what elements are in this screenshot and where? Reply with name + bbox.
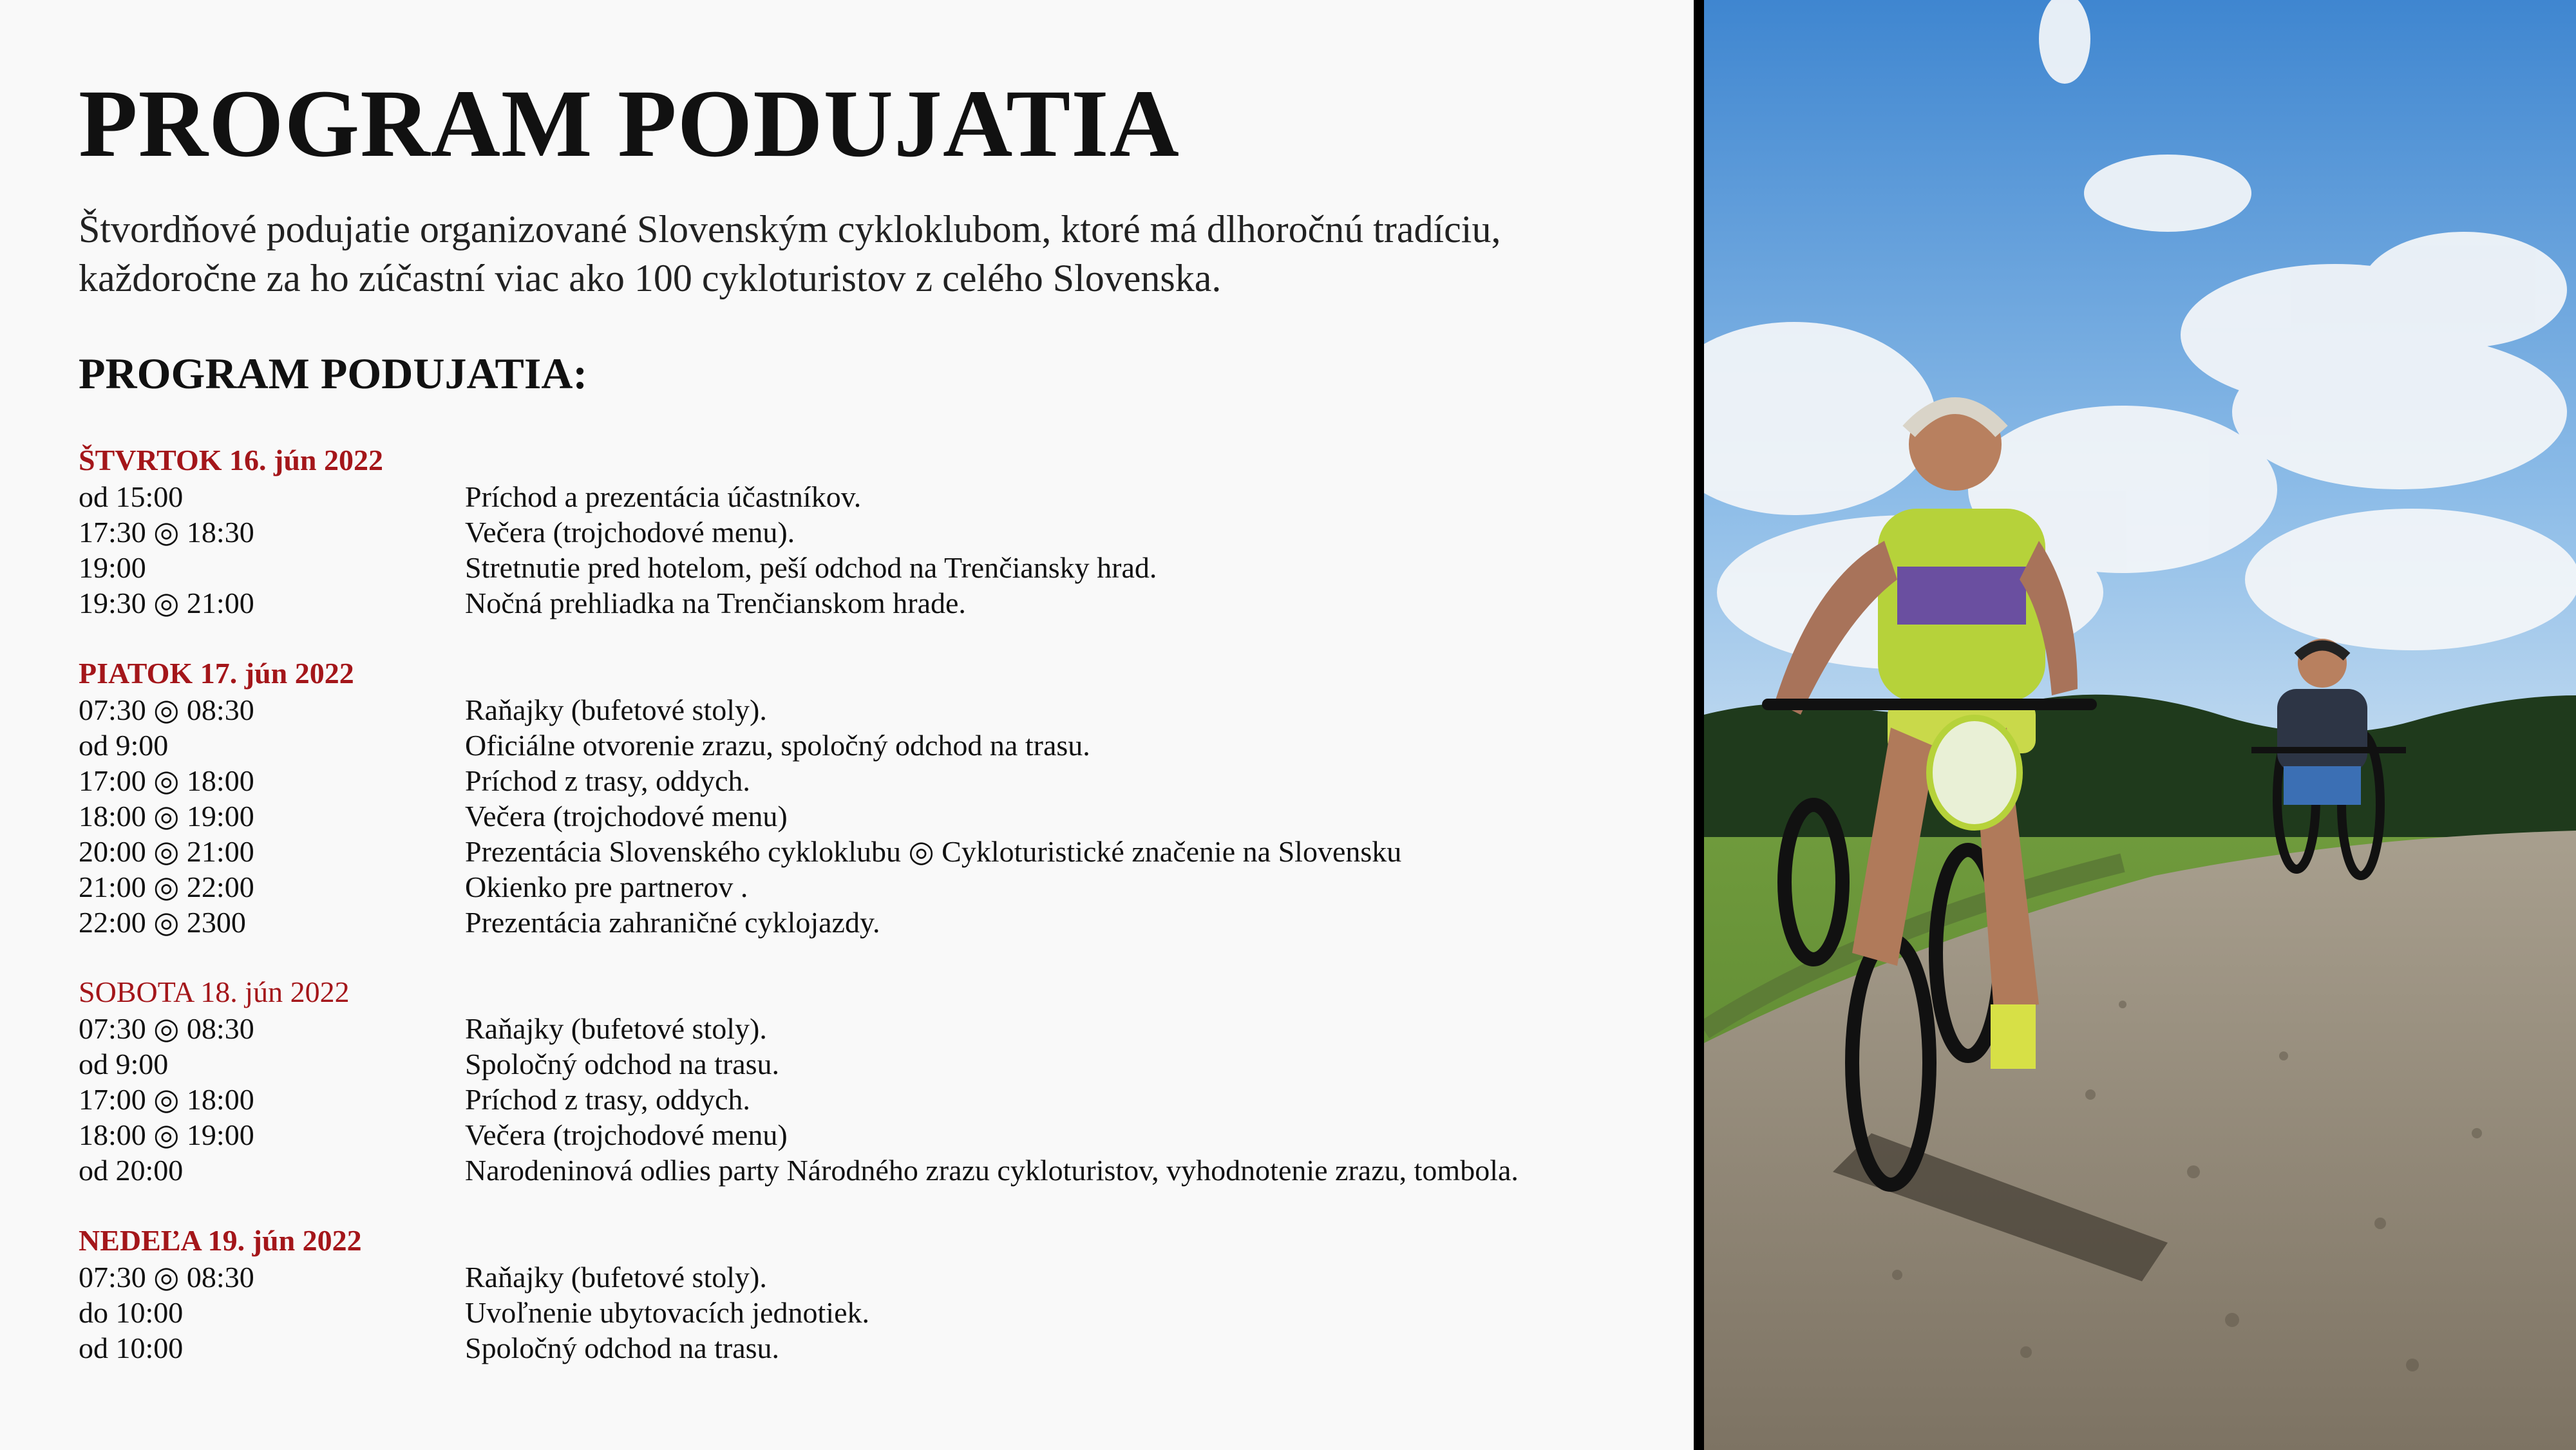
- schedule-row: [79, 479, 1676, 514]
- row-activity: Nočná prehliadka na Trenčianskom hrade.: [465, 587, 966, 619]
- schedule-row: [79, 869, 1676, 905]
- row-activity: Narodeninová odlies party Národného zrazu cykloturistov, vyhodnotenie zrazu, tombola.: [465, 1154, 1519, 1187]
- schedule-row: [79, 692, 1676, 728]
- schedule-row: [79, 1082, 1676, 1117]
- schedule-row: [79, 550, 1676, 585]
- row-time: 19:30 ◎ 21:00: [79, 587, 254, 619]
- intro-line: každoročne za ho zúčastní viac ako 100 cykloturistov z celého Slovenska.: [79, 257, 1222, 299]
- schedule-row: [79, 1117, 1676, 1153]
- day-heading: SOBOTA 18. jún 2022: [79, 975, 350, 1008]
- row-activity: Príchod z trasy, oddych.: [465, 1083, 750, 1116]
- day-block-friday: [79, 656, 1676, 940]
- row-activity: Príchod a prezentácia účastníkov.: [465, 480, 862, 513]
- day-block-sunday: [79, 1223, 1676, 1366]
- schedule-row: [79, 728, 1676, 763]
- row-activity: Raňajky (bufetové stoly).: [465, 693, 767, 726]
- schedule-row: [79, 1046, 1676, 1082]
- row-time: 07:30 ◎ 08:30: [79, 1261, 254, 1294]
- schedule-row: [79, 1330, 1676, 1366]
- schedule-row: [79, 1295, 1676, 1330]
- row-time: 18:00 ◎ 19:00: [79, 800, 254, 833]
- row-time: 19:00: [79, 551, 146, 584]
- row-time: od 10:00: [79, 1332, 184, 1364]
- program-text-column: [79, 0, 1676, 1450]
- row-time: od 20:00: [79, 1154, 184, 1187]
- day-heading: NEDEĽA 19. jún 2022: [79, 1224, 362, 1257]
- row-activity: Prezentácia zahraničné cyklojazdy.: [465, 906, 880, 939]
- schedule-row: [79, 1153, 1676, 1188]
- vertical-divider: [1694, 0, 1704, 1450]
- day-heading: PIATOK 17. jún 2022: [79, 657, 354, 690]
- row-time: 07:30 ◎ 08:30: [79, 693, 254, 726]
- row-activity: Prezentácia Slovenského cykloklubu ◎ Cykloturistické značenie na Slovensku: [465, 835, 1402, 868]
- day-block-thursday: [79, 443, 1676, 621]
- schedule-row: [79, 798, 1676, 834]
- row-time: od 9:00: [79, 1048, 169, 1080]
- intro-paragraph: [79, 205, 1676, 303]
- cyclists-photo: [1704, 0, 2576, 1450]
- row-time: 07:30 ◎ 08:30: [79, 1012, 254, 1045]
- row-time: 17:00 ◎ 18:00: [79, 1083, 254, 1116]
- row-activity: Uvoľnenie ubytovacích jednotiek.: [465, 1296, 870, 1329]
- row-activity: Raňajky (bufetové stoly).: [465, 1012, 767, 1045]
- intro-line: Štvordňové podujatie organizované Slovenským cykloklubom, ktoré má dlhoročnú tradíciu,: [79, 208, 1501, 250]
- row-time: od 15:00: [79, 480, 184, 513]
- row-activity: Raňajky (bufetové stoly).: [465, 1261, 767, 1294]
- schedule-row: [79, 585, 1676, 621]
- program-subtitle: PROGRAM PODUJATIA:: [79, 349, 588, 398]
- row-activity: Večera (trojchodové menu): [465, 800, 788, 833]
- row-activity: Oficiálne otvorenie zrazu, spoločný odchod na trasu.: [465, 729, 1090, 762]
- row-activity: Stretnutie pred hotelom, peší odchod na Trenčiansky hrad.: [465, 551, 1157, 584]
- row-activity: Okienko pre partnerov .: [465, 871, 748, 903]
- schedule-row: [79, 763, 1676, 798]
- row-time: 21:00 ◎ 22:00: [79, 871, 254, 903]
- row-time: 22:00 ◎ 2300: [79, 906, 246, 939]
- schedule-row: [79, 834, 1676, 869]
- row-time: do 10:00: [79, 1296, 184, 1329]
- row-time: 18:00 ◎ 19:00: [79, 1118, 254, 1151]
- row-time: od 9:00: [79, 729, 169, 762]
- page-title: PROGRAM PODUJATIA: [79, 70, 1180, 177]
- schedule-row: [79, 1259, 1676, 1295]
- row-time: 20:00 ◎ 21:00: [79, 835, 254, 868]
- row-time: 17:00 ◎ 18:00: [79, 764, 254, 797]
- schedule-row: [79, 1011, 1676, 1046]
- day-heading: ŠTVRTOK 16. jún 2022: [79, 444, 383, 476]
- schedule-row: [79, 514, 1676, 550]
- row-activity: Spoločný odchod na trasu.: [465, 1048, 780, 1080]
- schedule-row: [79, 905, 1676, 940]
- row-activity: Večera (trojchodové menu).: [465, 516, 795, 549]
- row-activity: Večera (trojchodové menu): [465, 1118, 788, 1151]
- row-activity: Spoločný odchod na trasu.: [465, 1332, 780, 1364]
- photo-illustration: [1704, 0, 2576, 1450]
- day-block-saturday: [79, 975, 1676, 1188]
- row-time: 17:30 ◎ 18:30: [79, 516, 254, 549]
- row-activity: Príchod z trasy, oddych.: [465, 764, 750, 797]
